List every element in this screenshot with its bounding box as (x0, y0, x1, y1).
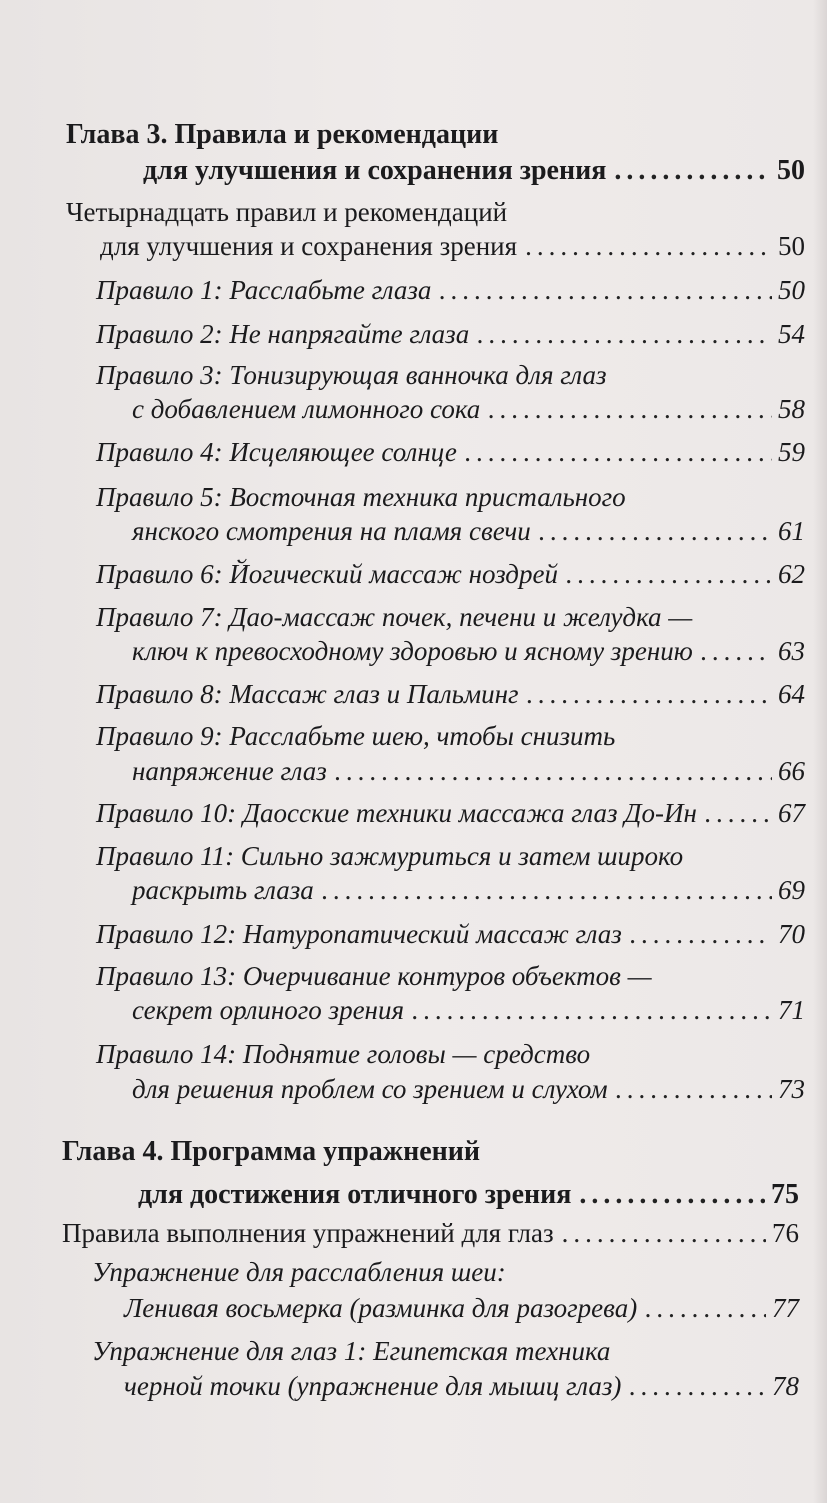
page-number: 73 (778, 1074, 805, 1104)
leader-dots (645, 1288, 766, 1328)
rule-title: Правило 9: Расслабьте шею, чтобы снизить (96, 721, 616, 751)
leader-dots (322, 870, 772, 910)
rule-title: Правило 2: Не напрягайте глаза (96, 319, 470, 349)
section-title: Четырнадцать правил и рекомендаций (66, 197, 508, 227)
rule-title: Правило 11: Сильно зажмуриться и затем широко (96, 841, 684, 871)
leader-dots (477, 314, 772, 354)
rule-title: Правило 5: Восточная техника пристального (96, 482, 626, 512)
rule-title-cont: для решения проблем со зрением и слухом (132, 1074, 608, 1104)
page-number: 76 (772, 1218, 799, 1248)
exercise-title: Упражнение для глаз 1: Египетская техника (92, 1336, 611, 1366)
exercise-title-cont: черной точки (упражнение для мышц глаз) (124, 1371, 622, 1401)
leader-dots (566, 554, 772, 594)
toc-rule-2 (96, 314, 805, 354)
leader-dots (579, 1175, 765, 1215)
page-number: 59 (778, 437, 805, 467)
page-number: 50 (778, 275, 805, 305)
leader-dots (412, 990, 772, 1030)
leader-dots (465, 432, 772, 472)
toc-rule-12 (96, 914, 805, 954)
page-number: 67 (778, 798, 805, 828)
rule-title: Правило 13: Очерчивание контуров объектов — (96, 961, 652, 991)
chapter-4-subtitle: для достижения отличного зрения (138, 1179, 572, 1210)
rule-title: Правило 7: Дао-массаж почек, печени и желудка — (96, 602, 693, 632)
page-number: 58 (778, 394, 805, 424)
page-number: 66 (778, 756, 805, 786)
leader-dots (701, 631, 772, 671)
page-number: 62 (778, 559, 805, 589)
rule-title-cont: ключ к превосходному здоровью и ясному зрению (132, 636, 693, 666)
chapter-4-title: Глава 4. Программа упражнений (62, 1136, 481, 1167)
page-number: 75 (771, 1179, 799, 1210)
leader-dots (614, 151, 771, 191)
leader-dots (705, 793, 772, 833)
rule-title-cont: напряжение глаз (132, 756, 327, 786)
page-number: 71 (778, 995, 805, 1025)
leader-dots (562, 1213, 766, 1253)
rule-title: Правило 14: Поднятие головы — средство (96, 1039, 591, 1069)
rule-title: Правило 8: Массаж глаз и Пальминг (96, 679, 519, 709)
page-edge-shadow (813, 0, 827, 1503)
toc-rule-1 (96, 270, 805, 310)
page-number: 78 (772, 1371, 799, 1401)
rule-title-cont: янского смотрения на пламя свечи (132, 516, 531, 546)
chapter-3-title: Глава 3. Правила и рекомендации (66, 119, 499, 150)
page-number: 63 (778, 636, 805, 666)
exercise-title-cont: Ленивая восьмерка (разминка для разогрева) (124, 1293, 638, 1323)
leader-dots (616, 1069, 772, 1109)
toc-rule-10 (96, 793, 805, 833)
page-number: 54 (778, 319, 805, 349)
page-number: 50 (778, 231, 805, 261)
exercise-title: Упражнение для расслабления шеи: (92, 1257, 506, 1287)
section-subtitle: для улучшения и сохранения зрения (100, 231, 518, 261)
rule-title-cont: с добавлением лимонного сока (132, 394, 481, 424)
rule-title: Правило 4: Исцеляющее солнце (96, 437, 457, 467)
page-number: 50 (777, 155, 805, 186)
page-number: 70 (778, 919, 805, 949)
chapter-3-subtitle: для улучшения и сохранения зрения (143, 155, 607, 186)
leader-dots (527, 674, 772, 714)
rule-title: Правило 3: Тонизирующая ванночка для глаз (96, 360, 607, 390)
leader-dots (629, 1366, 766, 1406)
rule-title: Правило 12: Натуропатический массаж глаз (96, 919, 622, 949)
leader-dots (630, 914, 772, 954)
page-number: 69 (778, 875, 805, 905)
page-number: 61 (778, 516, 805, 546)
toc-rule-8 (96, 674, 805, 714)
toc-exercise-rules (62, 1213, 799, 1253)
rule-title-cont: секрет орлиного зрения (132, 995, 405, 1025)
leader-dots (488, 389, 772, 429)
leader-dots (335, 751, 772, 791)
rule-title: Правило 1: Расслабьте глаза (96, 275, 432, 305)
leader-dots (525, 226, 772, 266)
toc-rule-6 (96, 554, 805, 594)
toc-rule-4 (96, 432, 805, 472)
rule-title: Правило 6: Йогический массаж ноздрей (96, 559, 558, 589)
page-number: 77 (772, 1293, 799, 1323)
section-title: Правила выполнения упражнений для глаз (62, 1218, 554, 1248)
rule-title-cont: раскрыть глаза (132, 875, 314, 905)
page-number: 64 (778, 679, 805, 709)
leader-dots (539, 511, 772, 551)
rule-title: Правило 10: Даосские техники массажа глаз До-Ин (96, 798, 697, 828)
leader-dots (439, 270, 772, 310)
